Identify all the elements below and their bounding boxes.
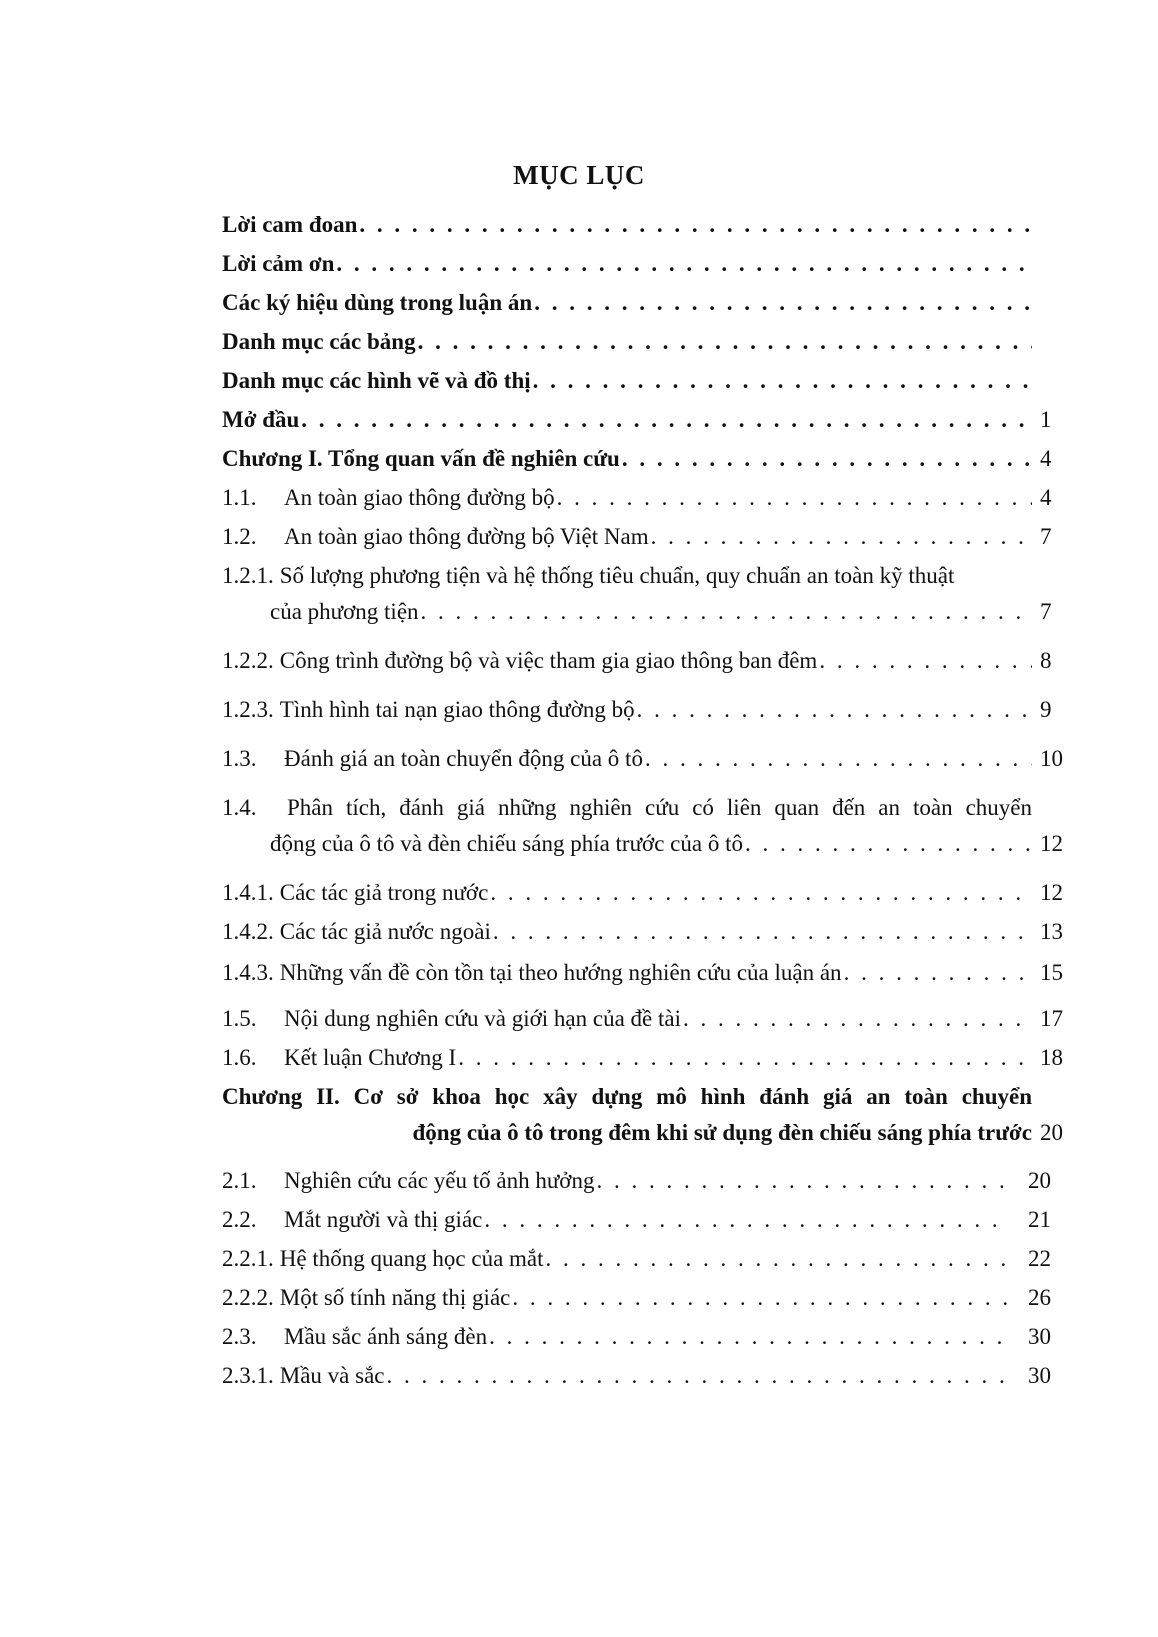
toc-entry-text: Số lượng phương tiện và hệ thống tiêu chuẩn, quy chuẩn an toàn kỹ thuật	[279, 563, 955, 588]
leader-dots	[557, 483, 1032, 513]
leader-dots	[819, 646, 1032, 676]
toc-entry[interactable]	[222, 793, 1072, 859]
leader-dots	[301, 405, 1032, 435]
toc-entry-page: 17	[1040, 1006, 1063, 1031]
toc-entry[interactable]	[222, 327, 1072, 357]
toc-entry[interactable]	[222, 917, 1072, 947]
toc-entry[interactable]	[222, 249, 1072, 279]
toc-entry-page: 21	[1028, 1207, 1051, 1232]
leader-dots	[683, 1004, 1032, 1034]
toc-entry-page: 12	[1040, 831, 1063, 856]
leader-dots	[489, 1322, 1008, 1352]
toc-entry-number: 1.4.1.	[222, 880, 274, 905]
toc-entry-text-continued: động của ô tô và đèn chiếu sáng phía trước của ô tô	[270, 831, 743, 856]
toc-entry-text: Các ký hiệu dùng trong luận án	[222, 290, 533, 315]
toc-entry[interactable]	[222, 366, 1072, 396]
toc-entry-text: Danh mục các bảng	[222, 329, 416, 354]
toc-entry-text: Kết luận Chương I	[284, 1045, 457, 1070]
toc-entry-text: Chương II. Cơ sở khoa học xây dựng mô hình đánh giá an toàn chuyển	[222, 1084, 1032, 1109]
toc-entry-text: An toàn giao thông đường bộ Việt Nam	[284, 524, 649, 549]
leader-dots	[622, 444, 1032, 474]
toc-entry-text: Những vấn đề còn tồn tại theo hướng nghiên cứu của luận án	[279, 960, 842, 985]
toc-entry-page: 1	[1040, 407, 1052, 432]
toc-entry-text: Phân tích, đánh giá những nghiên cứu có liên quan đến an toàn chuyển	[287, 795, 1032, 820]
toc-entry-page: 9	[1040, 697, 1052, 722]
toc-entry-text: An toàn giao thông đường bộ	[284, 485, 555, 510]
toc-entry-text: Chương I. Tổng quan vấn đề nghiên cứu	[222, 446, 620, 471]
toc-entry-page: 7	[1040, 599, 1052, 624]
toc-entry-text: Các tác giả trong nước	[279, 880, 489, 905]
toc-entry-number: 1.2.3.	[222, 697, 274, 722]
toc-entry[interactable]	[222, 1205, 1072, 1235]
toc-entry-text: Mở đầu	[222, 407, 300, 432]
leader-dots	[512, 1283, 1008, 1313]
toc-entry-number: 1.4.2.	[222, 919, 274, 944]
toc-entry-text-continued: động của ô tô trong đêm khi sử dụng đèn chiếu sáng phía trước	[412, 1120, 1032, 1145]
toc-entry[interactable]	[222, 405, 1072, 435]
toc-entry[interactable]	[222, 288, 1072, 318]
toc-entry-text: Một số tính năng thị giác	[279, 1285, 511, 1310]
toc-entry-page: 13	[1040, 919, 1063, 944]
leader-dots	[387, 1361, 1009, 1391]
toc-entry-number: 2.3.	[222, 1324, 257, 1349]
leader-dots	[421, 597, 1032, 627]
toc-entry-number: 2.3.1.	[222, 1363, 274, 1388]
toc-entry-page: 12	[1040, 880, 1063, 905]
toc-entry[interactable]	[222, 1283, 1072, 1313]
leader-dots	[844, 958, 1032, 988]
toc-entry-number: 1.1.	[222, 485, 257, 510]
leader-dots	[484, 1205, 1008, 1235]
toc-entry-page: 4	[1040, 446, 1052, 471]
toc-entry-number: 1.3.	[222, 746, 257, 771]
toc-entry-number: 2.2.1.	[222, 1246, 274, 1271]
leader-dots	[745, 829, 1032, 859]
leader-dots	[493, 917, 1032, 947]
toc-entry-text-continued: của phương tiện	[270, 599, 419, 624]
leader-dots	[645, 744, 1032, 774]
toc-entry-number: 2.1.	[222, 1168, 257, 1193]
toc-entry-text: Lời cam đoan	[222, 212, 358, 237]
leader-dots	[546, 1244, 1008, 1274]
toc-entry-number: 1.5.	[222, 1006, 257, 1031]
toc-entry[interactable]	[222, 744, 1072, 774]
toc-entry-text: Nội dung nghiên cứu và giới hạn của đề tài	[284, 1006, 681, 1031]
toc-entry-page: 7	[1040, 524, 1052, 549]
toc-entry[interactable]	[222, 1166, 1072, 1196]
toc-entry[interactable]	[222, 561, 1072, 627]
toc-entry[interactable]	[222, 1004, 1072, 1034]
toc-entry-page: 8	[1040, 648, 1052, 673]
leader-dots	[596, 1166, 1008, 1196]
toc-entry-number: 1.2.2.	[222, 648, 274, 673]
toc-entry[interactable]	[222, 1322, 1072, 1352]
toc-entry[interactable]	[222, 646, 1072, 676]
toc-entry-page: 20	[1040, 1120, 1063, 1145]
leader-dots	[359, 210, 1032, 240]
toc-entry-page: 10	[1040, 746, 1063, 771]
toc-entry[interactable]	[222, 483, 1072, 513]
toc-entry-text: Đánh giá an toàn chuyển động của ô tô	[284, 746, 643, 771]
toc-entry-number: 2.2.2.	[222, 1285, 274, 1310]
toc-entry-number: 1.6.	[222, 1045, 257, 1070]
toc-entry-page: 30	[1028, 1363, 1051, 1388]
toc-entry-number: 1.4.	[222, 795, 257, 820]
toc-entry[interactable]	[222, 1082, 1072, 1148]
leader-dots	[637, 695, 1032, 725]
toc-entry-text: Tình hình tai nạn giao thông đường bộ	[279, 697, 635, 722]
toc-entry-page: 15	[1040, 960, 1063, 985]
toc-entry-page: 18	[1040, 1045, 1063, 1070]
toc-entry[interactable]	[222, 878, 1072, 908]
leader-dots	[418, 327, 1032, 357]
toc-entry-page: 4	[1040, 485, 1052, 510]
toc-entry-text: Mầu sắc ánh sáng đèn	[284, 1324, 488, 1349]
page-title: MỤC LỤC	[513, 160, 645, 190]
toc-entry[interactable]	[222, 1043, 1072, 1073]
leader-dots	[458, 1043, 1032, 1073]
toc-entry[interactable]	[222, 958, 1072, 988]
toc-entry-text: Lời cảm ơn	[222, 251, 335, 276]
toc-entry[interactable]	[222, 522, 1072, 552]
toc-entry-text: Các tác giả nước ngoài	[279, 919, 491, 944]
leader-dots	[651, 522, 1032, 552]
toc-entry-page: 26	[1028, 1285, 1051, 1310]
toc-entry-text: Công trình đường bộ và việc tham gia giao thông ban đêm	[279, 648, 818, 673]
leader-dots	[533, 366, 1032, 396]
leader-dots	[336, 249, 1032, 279]
toc-entry-number: 1.2.1.	[222, 563, 274, 588]
toc-entry-text: Mầu và sắc	[279, 1363, 385, 1388]
toc-entry[interactable]	[222, 1361, 1072, 1391]
toc-entry-text: Hệ thống quang học của mắt	[279, 1246, 544, 1271]
toc-entry-page: 20	[1028, 1168, 1051, 1193]
toc-entry-number: 1.4.3.	[222, 960, 274, 985]
toc-entry-text: Mắt người và thị giác	[284, 1207, 483, 1232]
toc-entry-page: 30	[1028, 1324, 1051, 1349]
toc-entry[interactable]	[222, 1244, 1072, 1274]
toc-entry-text: Danh mục các hình vẽ và đồ thị	[222, 368, 531, 393]
toc-entry[interactable]	[222, 444, 1072, 474]
toc-entry-number: 2.2.	[222, 1207, 257, 1232]
toc-entry-page: 22	[1028, 1246, 1051, 1271]
toc-entry-number: 1.2.	[222, 524, 257, 549]
toc-entry[interactable]	[222, 695, 1072, 725]
toc-entry[interactable]	[222, 210, 1072, 240]
leader-dots	[534, 288, 1032, 318]
toc-entry-text: Nghiên cứu các yếu tố ảnh hưởng	[284, 1168, 595, 1193]
leader-dots	[490, 878, 1032, 908]
